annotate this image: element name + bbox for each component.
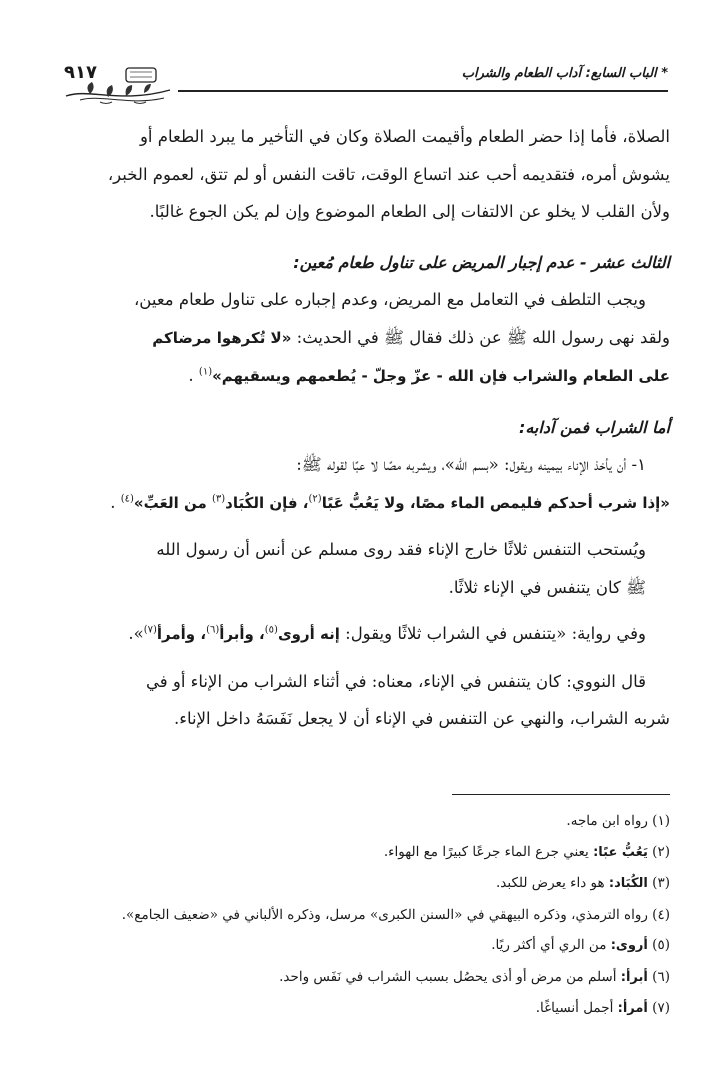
text-line: على الطعام والشراب فإن الله - عزّ وجلّ - يُطعمهم ويسقيهم»$^{(١)}$ . <box>188 366 670 385</box>
footnote <box>52 962 670 994</box>
text-line: قال النووي: كان يتنفس في الإناء، معناه: في أثناء الشراب من الإناء أو في <box>145 671 646 691</box>
page-header <box>60 60 668 110</box>
hadith-quote: ، فإن الكُبَاد <box>225 493 309 512</box>
footnote-term: أمرأ: <box>617 1001 648 1016</box>
footnote-number: (٦) <box>652 968 670 985</box>
footnote-ref: (٧) <box>143 624 157 636</box>
footnote-ref: (٢) <box>308 493 322 504</box>
footnote-text: يعني جرع الماء جرعًا كبيرًا مع الهواء. <box>383 843 594 860</box>
footnote-number: (٣) <box>652 875 670 891</box>
bold-term: إنه أروى <box>277 625 340 643</box>
text-line: ويجب التلطف في التعامل مع المريض، وعدم إجباره على تناول طعام معين، <box>133 290 646 309</box>
hadith-quote: من العَبِّ» <box>133 493 212 512</box>
floral-ornament-icon <box>60 60 178 108</box>
text-line <box>52 319 670 358</box>
footnote-term: يَعُبُّ عبًا: <box>593 844 648 860</box>
text-span: ». <box>128 624 144 643</box>
section-heading: الثالث عشر - عدم إجبار المريض على تناول طعام مُعين: <box>293 252 670 272</box>
footnote-text: أجمل أنسياغًا. <box>535 1000 618 1016</box>
footnote-ref: (٣) <box>211 493 226 504</box>
text-line: شربه الشراب، والنهي عن التنفس في الإناء أن لا يجعل نَفَسَهُ داخل الإناء. <box>173 709 670 728</box>
footnote <box>52 837 670 869</box>
text-span: ولقد نهى رسول الله ﷺ عن ذلك فقال ﷺ في الحديث: <box>291 327 670 347</box>
section-heading: أما الشراب فمن آدابه: <box>518 417 670 437</box>
main-text <box>52 118 670 738</box>
footnote-text: رواه ابن ماجه. <box>566 813 648 829</box>
footnote-ref: (٤) <box>120 493 134 504</box>
footnote-ref: (٦) <box>206 624 220 636</box>
footnote <box>52 930 670 962</box>
footnote-text: أسلم من مرض أو أذى يحصُل بسبب الشراب في نَفَس واحد. <box>279 968 621 985</box>
header-rule <box>178 90 668 92</box>
text-line: يشوش أمره، فتقديمه أحب عند اتساع الوقت، تاقت النفس أو لم تتق، لعموم الخبر، <box>107 164 670 184</box>
page-number: ٩١٧ <box>64 62 97 83</box>
footnote-number: (٥) <box>652 937 670 953</box>
footnote <box>52 868 670 900</box>
footnote-term: الكُبَاد: <box>608 876 648 891</box>
footnote-term: أبرأ: <box>620 969 648 985</box>
running-title: * الباب السابع: آداب الطعام والشراب <box>461 66 668 81</box>
footnote-number: (٤) <box>652 906 670 923</box>
footnote-text: من الري أي أكثر ريًا. <box>491 937 611 953</box>
footnote-divider <box>452 794 670 795</box>
text-line: ولأن القلب لا يخلو عن الالتفات إلى الطعام الموضوع وإن لم يكن الجوع غالبًا. <box>149 202 670 221</box>
text-span: وفي رواية: «يتنفس في الشراب ثلاثًا ويقول: <box>339 624 646 643</box>
text-line: الصلاة، فأما إذا حضر الطعام وأقيمت الصلاة وكان في التأخير ما يبرد الطعام أو <box>139 127 670 146</box>
text-line: ١- أن يأخذ الإناء بيمينه ويقول: «بسم الله»، ويشربه مصًا لا عبًا لقوله ﷺ: <box>296 455 646 474</box>
footnote-number: (٧) <box>652 1000 670 1016</box>
bold-term: ، وأبرأ <box>219 625 265 643</box>
text-line: ويُستحب التنفس ثلاثًا خارج الإناء فقد روى مسلم عن أنس أن رسول الله <box>156 540 646 559</box>
text-line: ﷺ كان يتنفس في الإناء ثلاثًا. <box>448 577 646 597</box>
footnote <box>52 993 670 1025</box>
text-line: «إذا شرب أحدكم فليمص الماء مصًا، ولا يَعُبُّ عَبًا$^{(٢)}$، فإن الكُبَاد$^{(٣)}$ من العَبِّ»$^{(٤)}$ . <box>110 492 670 512</box>
footnote-number: (٢) <box>652 843 670 860</box>
footnotes <box>52 806 670 1025</box>
footnote <box>52 900 670 931</box>
footnote-ref: (١) <box>198 366 213 378</box>
hadith-quote: «إذا شرب أحدكم فليمص الماء مصًا، ولا يَعُبُّ عَبًا <box>321 493 670 512</box>
footnote <box>52 806 670 837</box>
bold-term: ، وأمرأ <box>156 625 207 643</box>
hadith-quote: «لا تُكرهوا مرضاكم <box>152 328 292 347</box>
footnote-text: رواه الترمذي، وذكره البيهقي في «السنن الكبرى» مرسل، وذكره الألباني في «ضعيف الجامع». <box>121 906 648 923</box>
footnote-number: (١) <box>652 813 670 829</box>
text-line <box>52 615 670 654</box>
hadith-quote: على الطعام والشراب فإن الله - عزّ وجلّ - يُطعمهم ويسقيهم» <box>212 367 670 385</box>
footnote-text: هو داء يعرض للكبد. <box>496 875 609 891</box>
footnote-term: أروى: <box>610 938 648 953</box>
footnote-ref: (٥) <box>264 624 278 636</box>
